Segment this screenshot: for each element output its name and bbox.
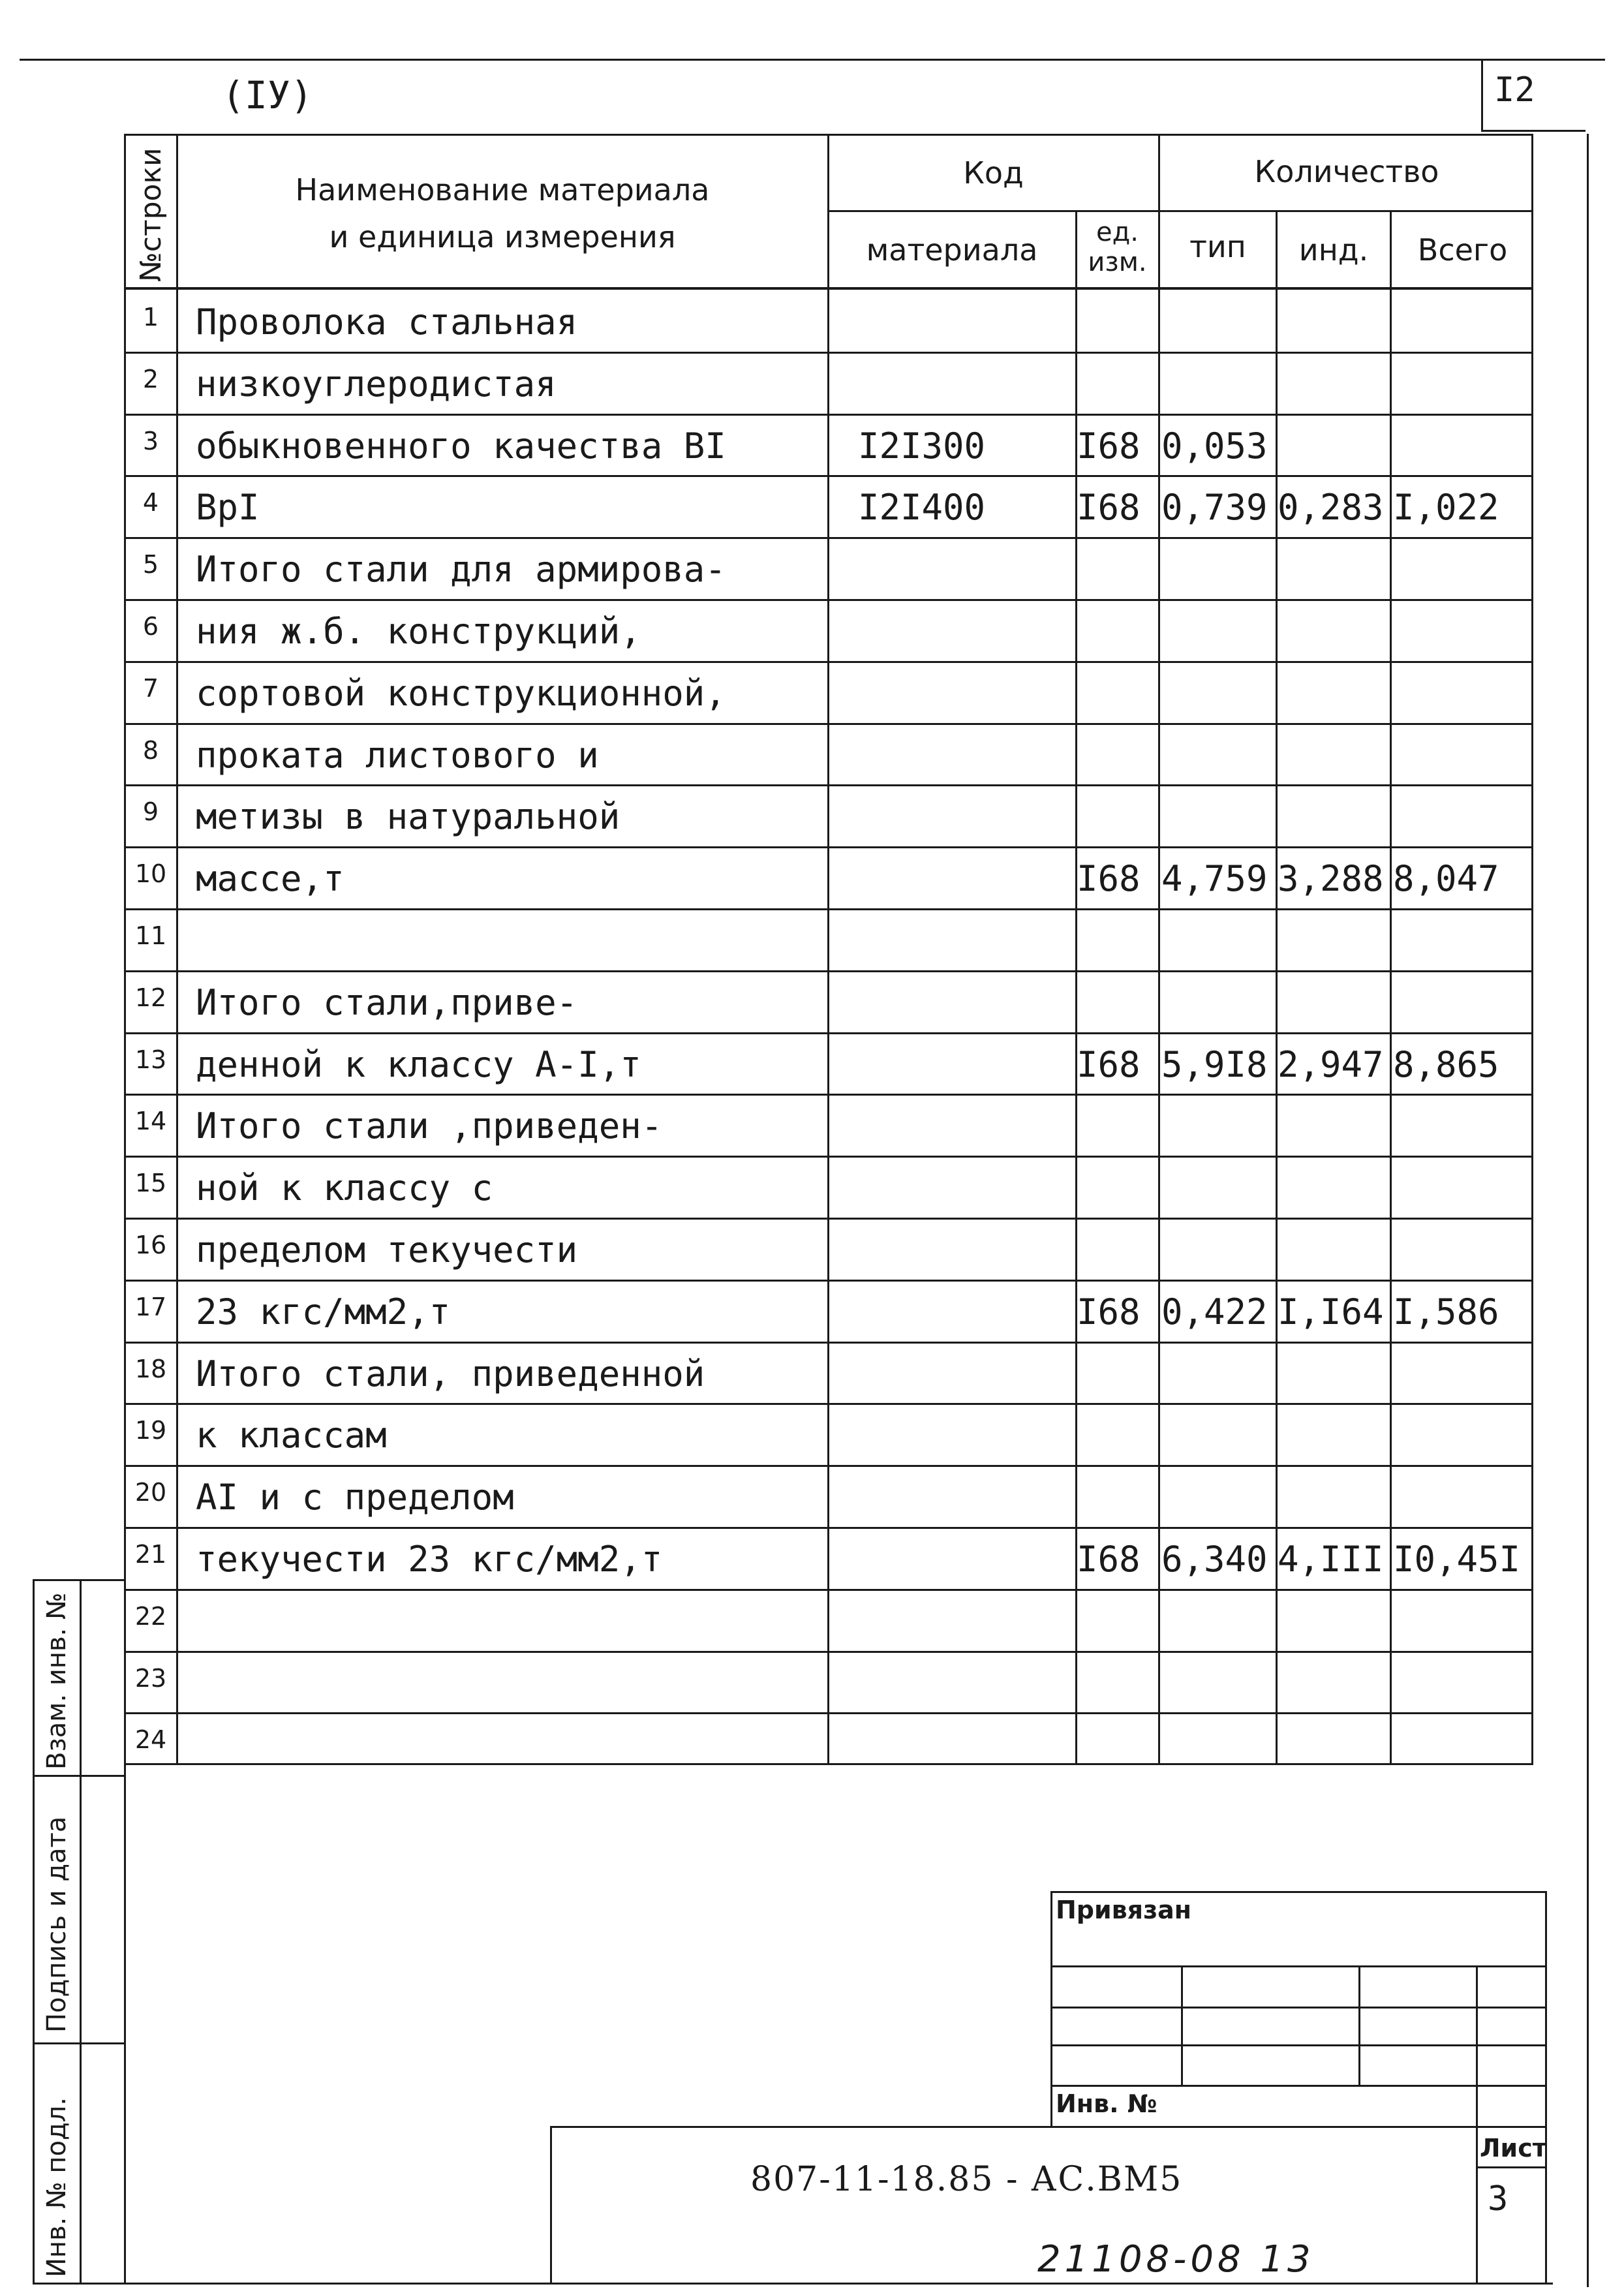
col-header-code: Код <box>963 155 1024 191</box>
row-separator <box>124 661 1533 663</box>
section-label: (IУ) <box>222 73 313 117</box>
col-header-type: тип <box>1189 229 1246 264</box>
row-number: 12 <box>134 983 167 1012</box>
row-ind: 3,288 <box>1278 858 1384 900</box>
row-separator <box>124 1527 1533 1529</box>
row-separator <box>124 537 1533 539</box>
row-ind: 4,III <box>1278 1539 1384 1580</box>
page-corner-number: I2 <box>1494 70 1535 110</box>
row-separator <box>124 846 1533 848</box>
stamp-vline-3 <box>1476 1965 1478 2283</box>
row-separator <box>124 1218 1533 1220</box>
row-name: Проволока стальная <box>196 301 578 343</box>
row-total: I,022 <box>1393 487 1499 529</box>
footer-handwritten-number: 21108-08 13 <box>1037 2238 1315 2281</box>
row-number: 3 <box>142 426 159 455</box>
right-frame <box>1587 134 1589 2287</box>
col-header-code-material: материала <box>866 232 1038 268</box>
row-name: Итого стали,приве- <box>196 981 578 1023</box>
row-name: 23 кгс/мм2,т <box>196 1291 451 1332</box>
col-header-unit-1: ед. <box>1096 217 1139 247</box>
top-border <box>20 59 1605 61</box>
row-separator <box>124 784 1533 786</box>
row-type: 0,053 <box>1161 425 1268 467</box>
row-type: 0,422 <box>1161 1291 1268 1332</box>
row-number: 11 <box>134 921 167 950</box>
row-number: 23 <box>134 1663 167 1693</box>
row-ind: 0,283 <box>1278 487 1384 529</box>
row-number: 2 <box>142 364 159 393</box>
row-separator <box>124 352 1533 354</box>
row-name: Итого стали для армирова- <box>196 549 726 591</box>
row-total: 8,047 <box>1393 858 1499 900</box>
stamp-doc-code: 807-11-18.85 - АС.ВМ5 <box>750 2160 1183 2199</box>
row-separator <box>124 970 1533 972</box>
row-type: 4,759 <box>1161 858 1268 900</box>
row-type: 0,739 <box>1161 487 1268 529</box>
row-separator <box>124 1712 1533 1714</box>
stamp-privyazan: Привязан <box>1056 1896 1192 1924</box>
row-unit: I68 <box>1077 425 1141 467</box>
row-separator <box>124 723 1533 725</box>
row-number: 22 <box>134 1601 167 1631</box>
col-line-name <box>827 134 829 1765</box>
row-code: I2I400 <box>858 487 986 529</box>
row-name: Итого стали ,приведен- <box>196 1105 663 1147</box>
row-name: сортовой конструкционной, <box>196 672 726 714</box>
row-number: 18 <box>134 1354 167 1383</box>
stamp-hline-2 <box>1050 2007 1546 2008</box>
row-name: AI и с пределом <box>196 1477 514 1518</box>
col-line-ind <box>1390 210 1392 1765</box>
side-strip-outer <box>33 1579 35 2284</box>
row-type: 5,9I8 <box>1161 1043 1268 1085</box>
row-name: текучести 23 кгс/мм2,т <box>196 1539 663 1580</box>
stamp-sheet-divider <box>1476 2166 1546 2168</box>
stamp-sheet-number: 3 <box>1488 2179 1509 2219</box>
col-line-type <box>1276 210 1278 1765</box>
row-number: 15 <box>134 1169 167 1198</box>
stamp-title-left <box>550 2126 552 2283</box>
row-unit: I68 <box>1077 1291 1141 1332</box>
col-header-unit-2: изм. <box>1088 247 1147 277</box>
side-strip-bottom <box>33 2283 1553 2285</box>
row-name: ной к классу с <box>196 1167 493 1209</box>
side-strip-top <box>33 1579 124 1581</box>
row-separator <box>124 475 1533 477</box>
stamp-inv-no: Инв. № <box>1056 2089 1157 2118</box>
side-strip-div2 <box>33 2042 124 2044</box>
col-header-name-line1: Наименование материала <box>295 172 710 208</box>
row-number: 14 <box>134 1107 167 1136</box>
col-line-unit <box>1158 134 1160 1765</box>
row-ind: 2,947 <box>1278 1043 1384 1085</box>
row-number: 24 <box>134 1725 167 1755</box>
row-separator <box>124 908 1533 910</box>
stamp-hline-3 <box>1050 2044 1546 2046</box>
side-strip-div1 <box>33 1775 124 1777</box>
row-separator <box>124 1156 1533 1158</box>
row-number: 8 <box>142 735 159 765</box>
col-header-quantity: Количество <box>1254 154 1439 189</box>
row-unit: I68 <box>1077 858 1141 900</box>
row-number: 13 <box>134 1045 167 1074</box>
stamp-title-top <box>550 2126 1546 2128</box>
stamp-frame-left <box>1050 1891 1052 2126</box>
stamp-sheet-label: Лист <box>1480 2134 1547 2162</box>
row-number: 10 <box>134 859 167 889</box>
side-label-podpis-data: Подпись и дата <box>42 1816 72 2033</box>
row-total: I0,45I <box>1393 1539 1521 1580</box>
row-separator <box>124 1032 1533 1034</box>
table-header-midline <box>827 210 1533 212</box>
col-header-total: Всего <box>1417 232 1508 268</box>
row-number: 21 <box>134 1540 167 1569</box>
row-total: 8,865 <box>1393 1043 1499 1085</box>
row-number: 6 <box>142 612 159 641</box>
row-unit: I68 <box>1077 1539 1141 1580</box>
row-separator <box>124 599 1533 601</box>
row-name: ния ж.б. конструкций, <box>196 611 641 652</box>
stamp-hline-4 <box>1050 2085 1546 2087</box>
stamp-frame-right <box>1545 1891 1547 2283</box>
stamp-vline-2 <box>1358 1965 1360 2085</box>
side-strip-inner <box>80 1579 82 2284</box>
row-separator <box>124 414 1533 416</box>
row-number: 17 <box>134 1292 167 1321</box>
row-number: 9 <box>142 797 159 827</box>
row-type: 6,340 <box>1161 1539 1268 1580</box>
row-name: к классам <box>196 1415 387 1456</box>
row-number: 5 <box>142 550 159 579</box>
row-name: низкоуглеродистая <box>196 363 557 405</box>
row-number: 20 <box>134 1478 167 1507</box>
stamp-hline-1 <box>1050 1965 1546 1967</box>
side-label-vzam-inv: Взам. инв. № <box>42 1592 72 1770</box>
stamp-vline-1 <box>1181 1965 1183 2085</box>
col-line-num <box>176 134 178 1765</box>
row-separator <box>124 1094 1533 1096</box>
col-header-row-no: №строки <box>134 147 168 282</box>
col-header-name-line2: и единица измерения <box>329 219 676 254</box>
row-unit: I68 <box>1077 1043 1141 1085</box>
row-ind: I,I64 <box>1278 1291 1384 1332</box>
row-number: 1 <box>142 303 159 331</box>
row-number: 4 <box>142 488 159 517</box>
stamp-frame-top <box>1050 1891 1546 1893</box>
row-number: 7 <box>142 673 159 703</box>
row-name: BpI <box>196 487 260 529</box>
row-separator <box>124 1342 1533 1344</box>
row-number: 19 <box>134 1416 167 1445</box>
row-number: 16 <box>134 1231 167 1259</box>
row-separator <box>124 1651 1533 1653</box>
row-name: метизы в натуральной <box>196 796 620 838</box>
lower-area-left <box>124 1762 126 2284</box>
row-name: проката листового и <box>196 734 599 776</box>
row-name: массе,т <box>196 858 345 900</box>
row-unit: I68 <box>1077 487 1141 529</box>
row-total: I,586 <box>1393 1291 1499 1332</box>
row-separator <box>124 1280 1533 1282</box>
col-header-ind: инд. <box>1298 232 1369 268</box>
row-separator <box>124 1465 1533 1467</box>
row-name: Итого стали, приведенной <box>196 1353 705 1394</box>
row-separator <box>124 1589 1533 1591</box>
row-name: денной к классу A-I,т <box>196 1043 641 1085</box>
side-label-inv-podl: Инв. № подл. <box>42 2097 72 2277</box>
row-separator <box>124 1403 1533 1405</box>
row-name: пределом текучести <box>196 1229 578 1270</box>
row-code: I2I300 <box>858 425 986 467</box>
row-name: обыкновенного качества BI <box>196 425 726 467</box>
